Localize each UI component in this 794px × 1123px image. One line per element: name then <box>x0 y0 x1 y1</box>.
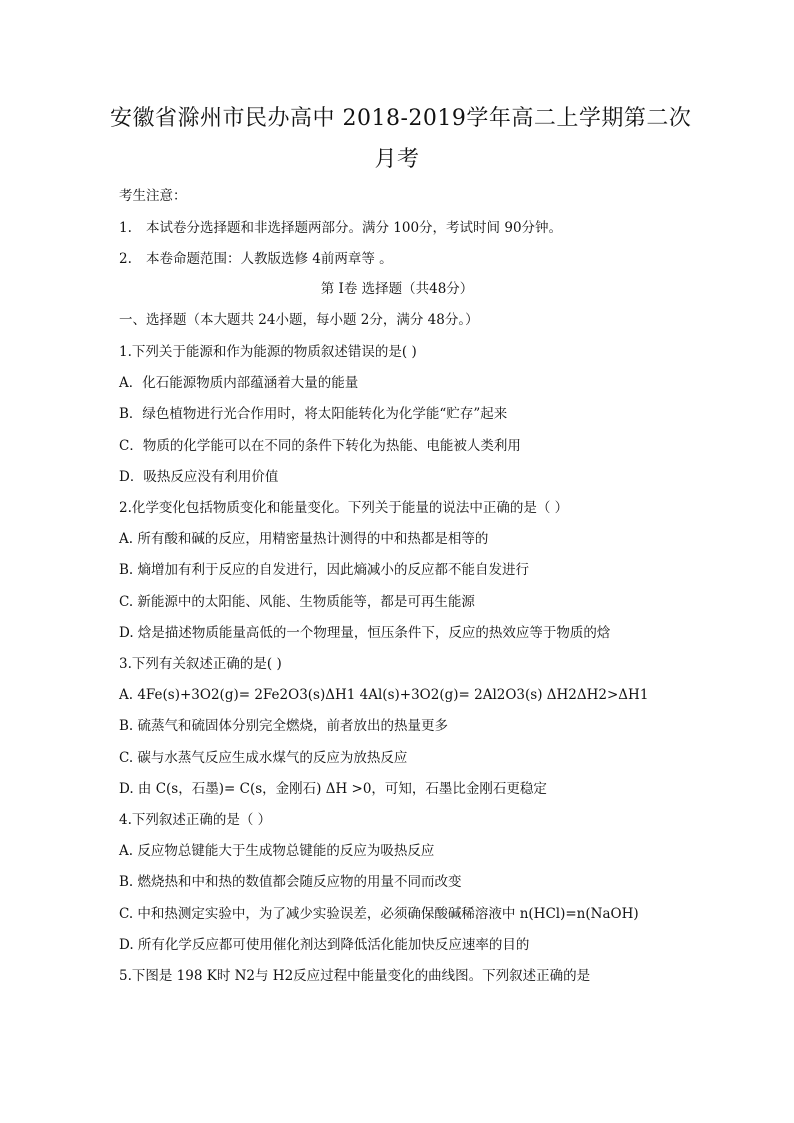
exam-title-line-2: 月考 <box>374 147 420 172</box>
notice-item-text: 本试卷分选择题和非选择题两部分。满分 100分，考试时间 90分钟。 <box>146 220 563 236</box>
question-4-option-c: C. 中和热测定实验中，为了减少实验误差，必须确保酸碱稀溶液中 n(HCl)=n(NaOH) <box>119 906 639 922</box>
notice-item-2 <box>119 250 393 268</box>
question-4-option-b: B. 燃烧热和中和热的数值都会随反应物的用量不同而改变 <box>119 874 462 890</box>
question-5-stem: 5.下图是 198 K时 N2与 H2反应过程中能量变化的曲线图。下列叙述正确的是 <box>119 968 591 984</box>
question-1-option-b: B．绿色植物进行光合作用时，将太阳能转化为化学能“贮存”起来 <box>119 406 508 422</box>
notice-item-text: 本卷命题范围：人教版选修 4前两章等 。 <box>146 251 393 267</box>
exam-title-line-1: 安徽省滁州市民办高中 2018-2019学年高二上学期第二次 <box>110 106 692 131</box>
section-title: 第 I卷 选择题（共48分） <box>320 281 474 297</box>
question-3-option-c: C. 碳与水蒸气反应生成水煤气的反应为放热反应 <box>119 750 408 766</box>
question-3-option-a: A. 4Fe(s)+3O2(g)= 2Fe2O3(s)ΔH1 4Al(s)+3O2(g)= 2Al2O3(s) ΔH2ΔH2>ΔH1 <box>119 687 649 703</box>
question-4-stem: 4.下列叙述正确的是（ ） <box>119 812 272 828</box>
question-2-option-b: B. 熵增加有利于反应的自发进行，因此熵减小的反应都不能自发进行 <box>119 562 530 578</box>
notice-item-1 <box>119 219 562 237</box>
notice-item-number: 2. <box>119 251 132 267</box>
question-1-option-a: A．化石能源物质内部蕴涵着大量的能量 <box>119 375 359 391</box>
notice-item-number: 1. <box>119 220 132 236</box>
notice-heading: 考生注意： <box>119 188 187 204</box>
question-1-option-d: D．吸热反应没有利用价值 <box>119 469 279 485</box>
question-3-option-b: B. 硫蒸气和硫固体分别完全燃烧，前者放出的热量更多 <box>119 718 449 734</box>
question-3-option-d: D. 由 C(s，石墨)= C(s，金刚石) ΔH >0，可知，石墨比金刚石更稳定 <box>119 781 547 797</box>
question-3-stem: 3.下列有关叙述正确的是( ) <box>119 656 282 672</box>
question-1-stem: 1.下列关于能源和作为能源的物质叙述错误的是( ) <box>119 344 417 360</box>
question-2-option-a: A. 所有酸和碱的反应，用精密量热计测得的中和热都是相等的 <box>119 531 489 547</box>
question-2-option-c: C. 新能源中的太阳能、风能、生物质能等，都是可再生能源 <box>119 594 475 610</box>
question-2-option-d: D. 焓是描述物质能量高低的一个物理量，恒压条件下，反应的热效应等于物质的焓 <box>119 625 611 641</box>
question-4-option-a: A. 反应物总键能大于生成物总键能的反应为吸热反应 <box>119 843 435 859</box>
question-2-stem: 2.化学变化包括物质变化和能量变化。下列关于能量的说法中正确的是（ ） <box>119 500 569 516</box>
question-1-option-c: C．物质的化学能可以在不同的条件下转化为热能、电能被人类利用 <box>119 438 521 454</box>
section-instruction: 一、选择题（本大题共 24小题，每小题 2分，满分 48分。） <box>119 312 479 328</box>
question-4-option-d: D. 所有化学反应都可使用催化剂达到降低活化能加快反应速率的目的 <box>119 937 530 953</box>
